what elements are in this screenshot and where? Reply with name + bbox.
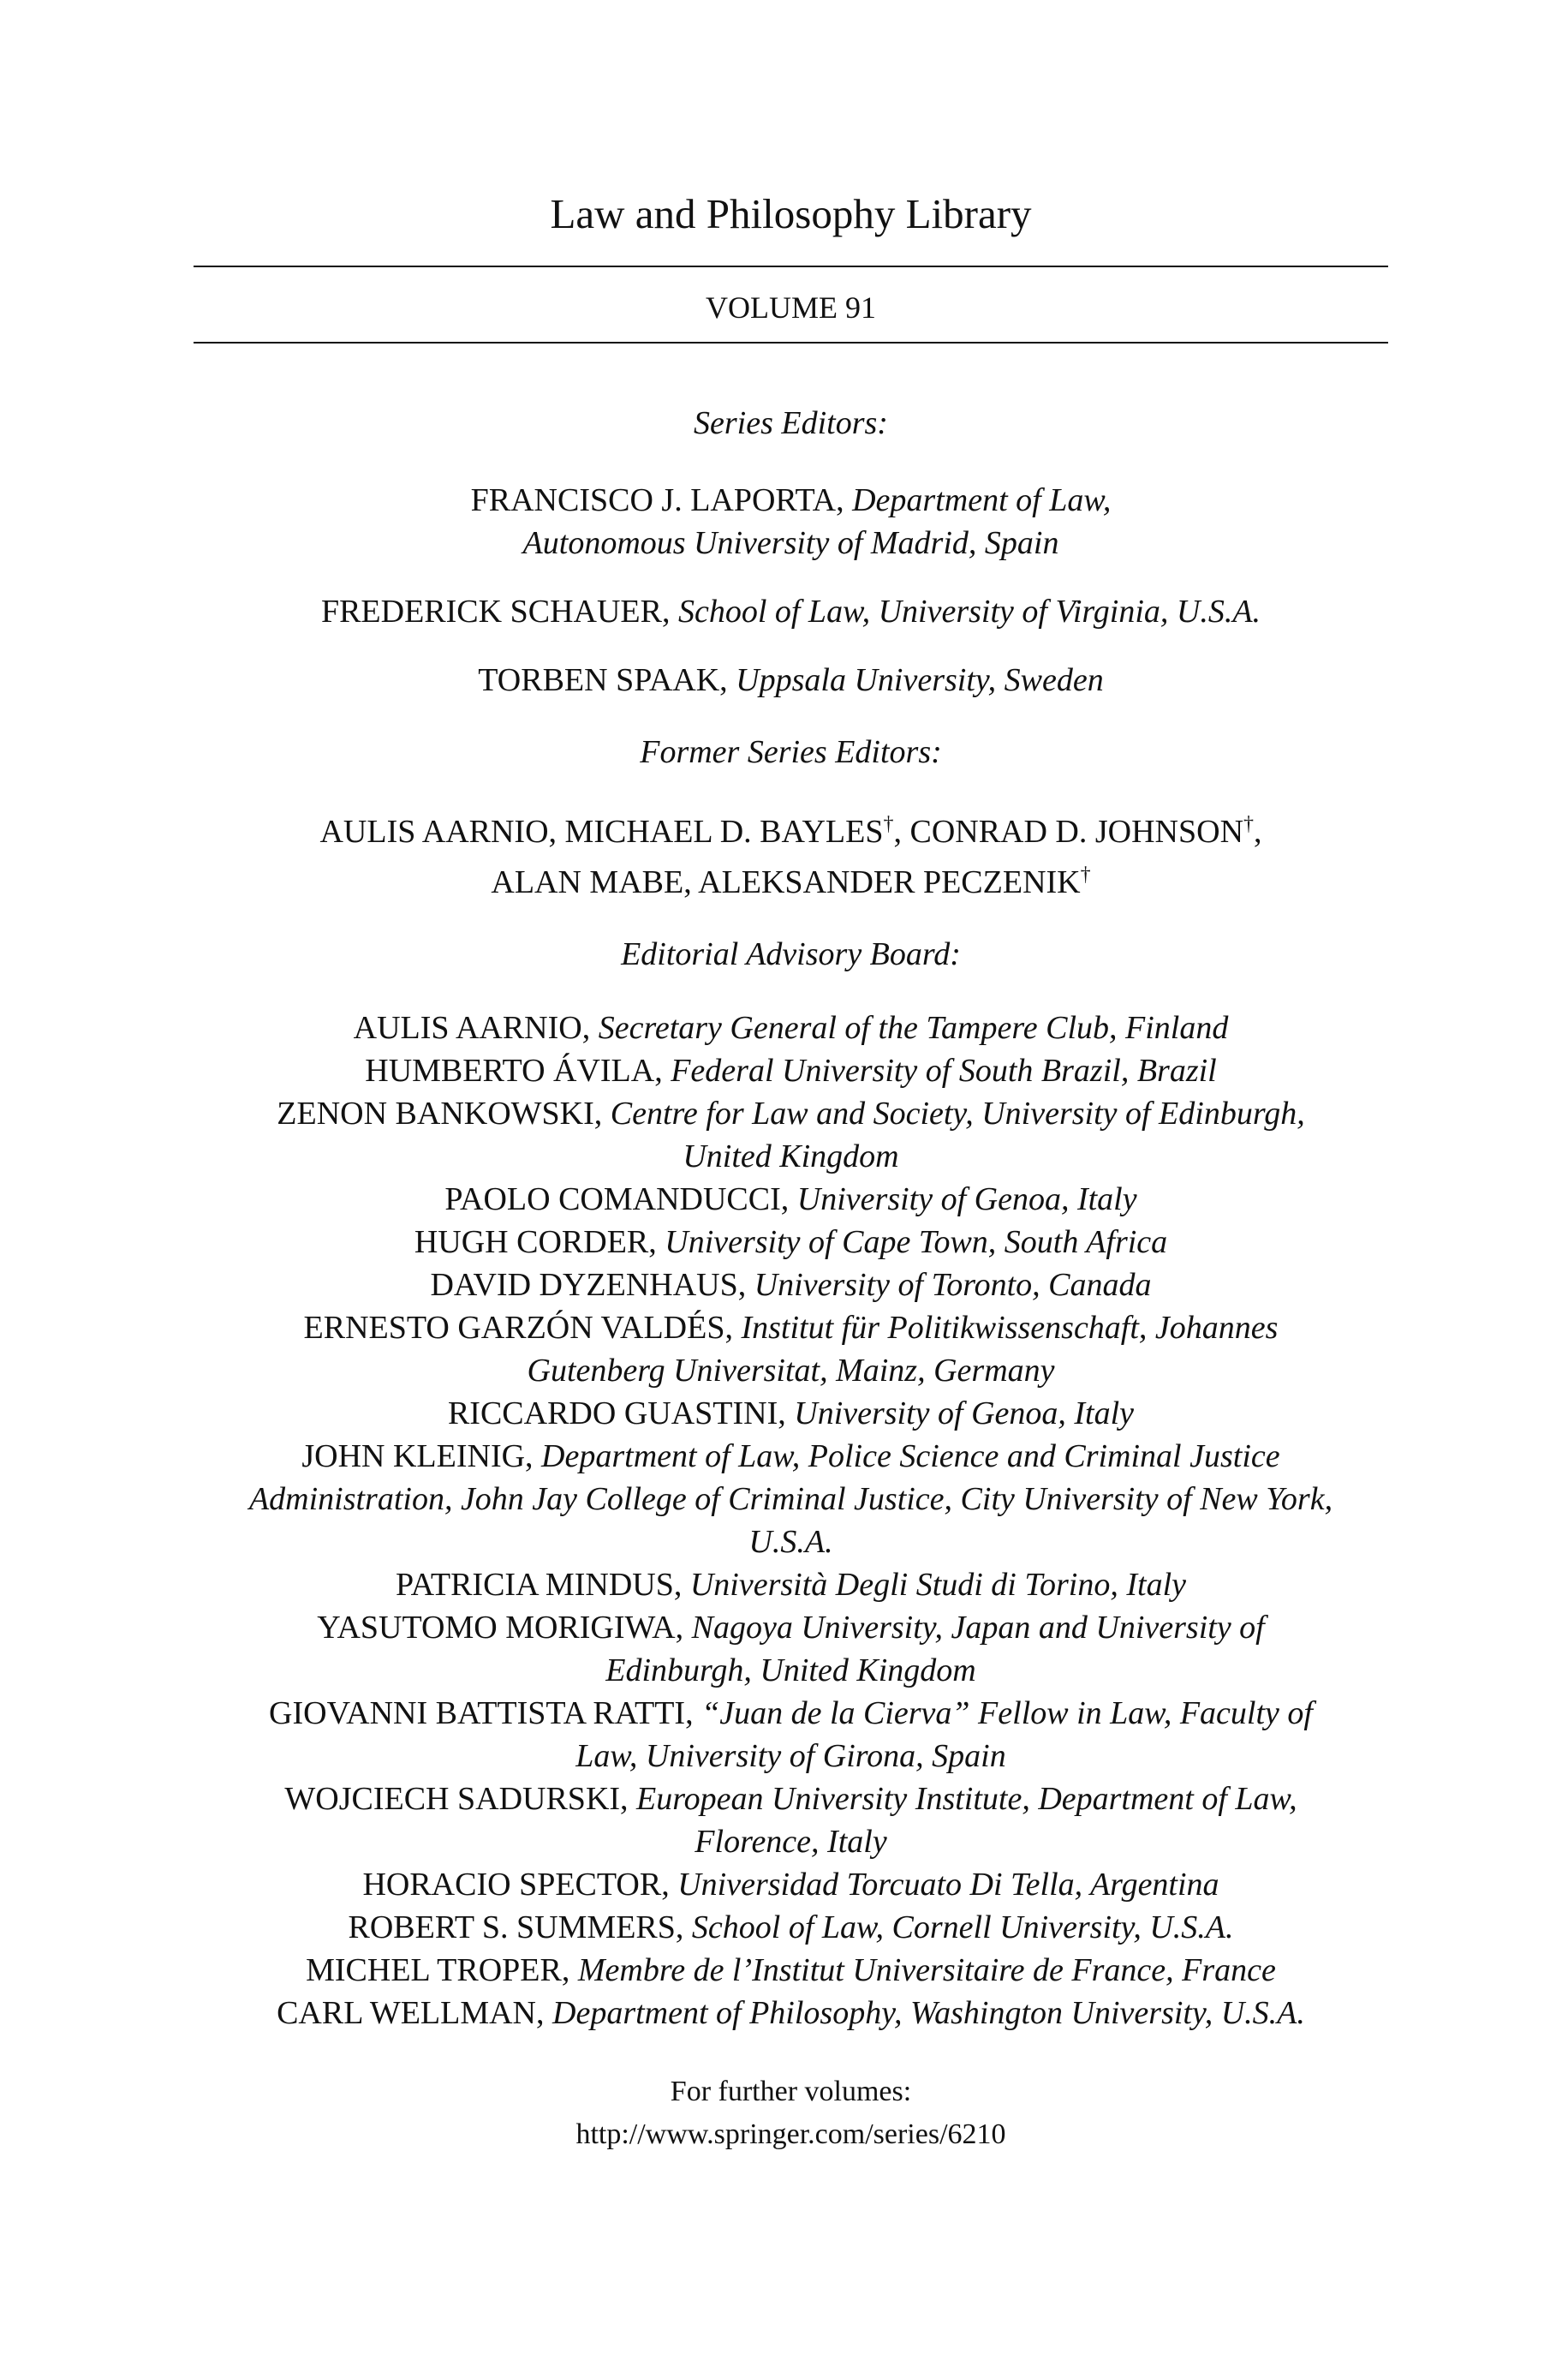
list-item xyxy=(194,1007,1388,1049)
member-name: ERNESTO GARZÓN VALDÉS, xyxy=(303,1310,733,1346)
series-editor xyxy=(194,590,1388,633)
member-affiliation-cont: Florence, Italy xyxy=(695,1824,887,1860)
member-name: YASUTOMO MORIGIWA, xyxy=(317,1610,684,1646)
member-affiliation: Department of Law, Police Science and Criminal Justice xyxy=(541,1438,1280,1474)
former-editors-text: , CONRAD D. JOHNSON xyxy=(893,814,1244,850)
member-affiliation: University of Genoa, Italy xyxy=(796,1181,1137,1217)
member-affiliation: Federal University of South Brazil, Brazil xyxy=(671,1053,1217,1089)
member-name: RICCARDO GUASTINI, xyxy=(447,1395,786,1431)
member-affiliation: Membre de l’Institut Universitaire de France, France xyxy=(577,1952,1276,1988)
member-affiliation: Universidad Torcuato Di Tella, Argentina xyxy=(677,1867,1219,1903)
series-editors-heading: Series Editors: xyxy=(694,405,888,441)
top-rule xyxy=(194,266,1388,267)
former-editors-list xyxy=(194,803,1388,904)
member-affiliation: University of Toronto, Canada xyxy=(754,1267,1152,1303)
series-editor xyxy=(194,479,1388,565)
editor-name: TORBEN SPAAK, xyxy=(478,662,728,698)
member-name: PAOLO COMANDUCCI, xyxy=(444,1181,790,1217)
dagger-mark: † xyxy=(1243,813,1255,835)
member-affiliation: University of Genoa, Italy xyxy=(794,1395,1135,1431)
list-item xyxy=(194,1778,1388,1863)
member-name: AULIS AARNIO, xyxy=(353,1010,591,1046)
dagger-mark: † xyxy=(1080,863,1091,886)
member-name: ZENON BANKOWSKI, xyxy=(277,1096,603,1132)
series-front-matter xyxy=(194,188,1388,2156)
list-item xyxy=(194,1906,1388,1949)
member-affiliation: Nagoya University, Japan and University of xyxy=(691,1610,1265,1646)
list-item xyxy=(194,1178,1388,1221)
member-name: HUMBERTO ÁVILA, xyxy=(365,1053,663,1089)
editor-name: FRANCISCO J. LAPORTA, xyxy=(470,482,844,518)
member-affiliation-cont: Edinburgh, United Kingdom xyxy=(605,1652,976,1688)
bottom-rule xyxy=(194,342,1388,344)
list-item xyxy=(194,1221,1388,1264)
member-name: JOHN KLEINIG, xyxy=(301,1438,534,1474)
member-name: HUGH CORDER, xyxy=(414,1224,657,1260)
further-volumes-label: For further volumes: xyxy=(670,2076,912,2107)
member-affiliation-cont: United Kingdom xyxy=(683,1138,899,1174)
list-item xyxy=(194,1692,1388,1778)
list-item xyxy=(194,1949,1388,1992)
former-editors-text: ALAN MABE, ALEKSANDER PECZENIK xyxy=(491,864,1081,900)
editor-name: FREDERICK SCHAUER, xyxy=(320,594,671,630)
list-item xyxy=(194,1049,1388,1092)
list-item xyxy=(194,1563,1388,1606)
advisory-board-list xyxy=(194,1007,1388,2034)
member-affiliation: Centre for Law and Society, University of Edinburgh, xyxy=(610,1096,1305,1132)
former-editors-text: , xyxy=(1254,814,1262,850)
member-affiliation: School of Law, Cornell University, U.S.A. xyxy=(691,1909,1234,1945)
member-affiliation: Università Degli Studi di Torino, Italy xyxy=(689,1567,1186,1603)
member-name: CARL WELLMAN, xyxy=(277,1995,545,2031)
further-volumes-footer xyxy=(194,2070,1388,2156)
member-affiliation: Secretary General of the Tampere Club, Finland xyxy=(598,1010,1229,1046)
list-item xyxy=(194,1435,1388,1563)
member-affiliation: University of Cape Town, South Africa xyxy=(665,1224,1168,1260)
editor-affiliation-cont: Autonomous University of Madrid, Spain xyxy=(522,525,1059,561)
series-editor xyxy=(194,659,1388,702)
member-affiliation-cont: U.S.A. xyxy=(748,1524,833,1560)
member-affiliation: Department of Philosophy, Washington University, U.S.A. xyxy=(552,1995,1305,2031)
list-item xyxy=(194,1306,1388,1392)
editor-affiliation: Uppsala University, Sweden xyxy=(736,662,1104,698)
member-name: PATRICIA MINDUS, xyxy=(396,1567,683,1603)
list-item xyxy=(194,1392,1388,1435)
list-item xyxy=(194,1264,1388,1306)
volume-number: VOLUME 91 xyxy=(706,290,876,325)
member-name: ROBERT S. SUMMERS, xyxy=(348,1909,684,1945)
list-item xyxy=(194,1092,1388,1178)
member-affiliation-cont: Administration, John Jay College of Criminal Justice, City University of New York, xyxy=(248,1481,1333,1517)
member-affiliation: Institut für Politikwissenschaft, Johannes xyxy=(741,1310,1279,1346)
member-name: MICHEL TROPER, xyxy=(306,1952,570,1988)
member-affiliation-cont: Law, University of Girona, Spain xyxy=(575,1738,1006,1774)
member-name: DAVID DYZENHAUS, xyxy=(430,1267,747,1303)
former-editors-heading: Former Series Editors: xyxy=(640,734,942,770)
series-title: Law and Philosophy Library xyxy=(550,190,1032,237)
list-item xyxy=(194,1863,1388,1906)
member-name: HORACIO SPECTOR, xyxy=(362,1867,670,1903)
former-editors-text: AULIS AARNIO, MICHAEL D. BAYLES xyxy=(319,814,884,850)
list-item xyxy=(194,1992,1388,2034)
series-url-link[interactable]: http://www.springer.com/series/6210 xyxy=(575,2118,1006,2150)
member-affiliation-cont: Gutenberg Universitat, Mainz, Germany xyxy=(527,1353,1055,1389)
advisory-board-heading: Editorial Advisory Board: xyxy=(621,936,961,972)
editor-affiliation: School of Law, University of Virginia, U.S.A. xyxy=(677,594,1261,630)
list-item xyxy=(194,1606,1388,1692)
member-name: WOJCIECH SADURSKI, xyxy=(284,1781,629,1817)
member-affiliation: European University Institute, Department of Law, xyxy=(636,1781,1297,1817)
editor-affiliation: Department of Law, xyxy=(852,482,1112,518)
member-affiliation: “Juan de la Cierva” Fellow in Law, Faculty of xyxy=(701,1695,1313,1731)
dagger-mark: † xyxy=(883,813,894,835)
member-name: GIOVANNI BATTISTA RATTI, xyxy=(269,1695,694,1731)
